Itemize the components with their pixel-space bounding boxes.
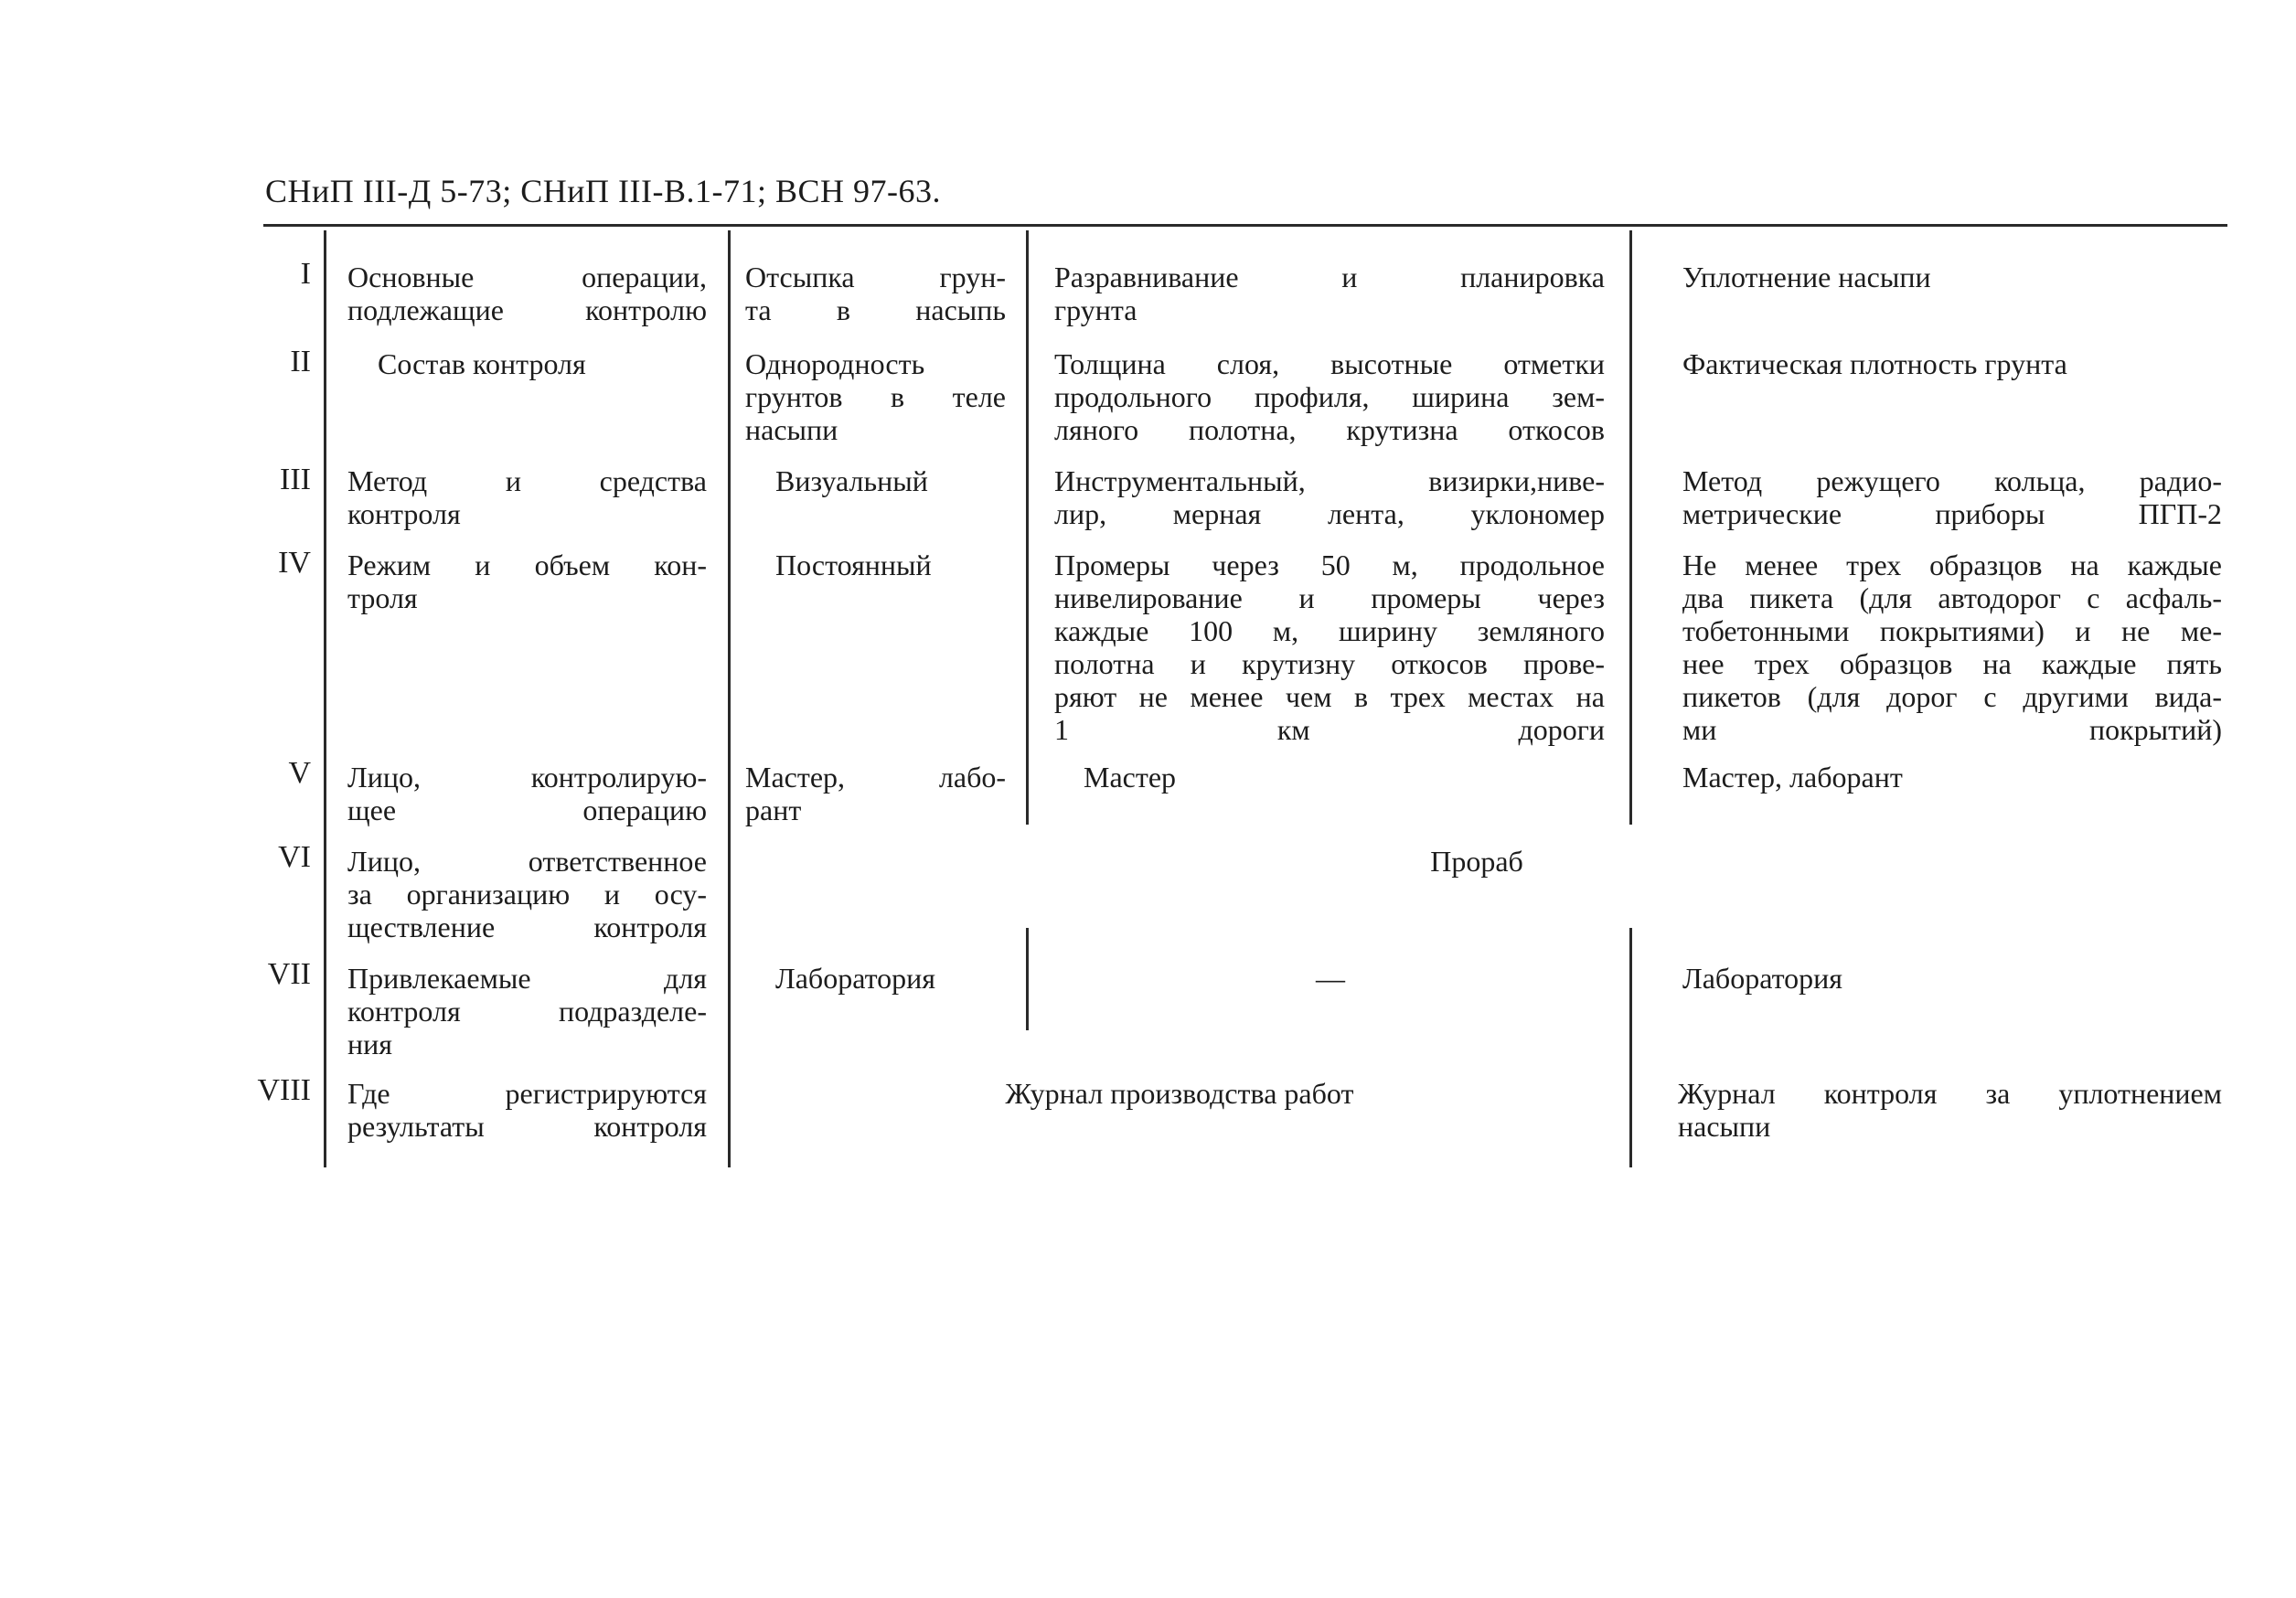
row-number: VII: [267, 957, 311, 991]
row-number: III: [280, 463, 311, 496]
row-label: Привлекаемые для контроля подразделе- ния: [347, 962, 707, 1060]
cell-samples: Не менее трех образцов на каждые два пикета (для автодорог с асфаль- тобетонными покрытиями) и не ме- нее трех образцов на каждые пять пикетов (для дорог с другими вида- ми покрытий): [1682, 549, 2222, 746]
column-line-c2-top: [1629, 230, 1632, 825]
header-rule: [263, 224, 2227, 227]
row-label: Состав контроля: [378, 347, 586, 380]
row-label: Лицо, ответственное за организацию и осу- ществление контроля: [347, 845, 707, 943]
cell-instrumental: Инструментальный, визирки,ниве- лир, мерная лента, уклономер: [1054, 464, 1605, 530]
cell-master: Мастер: [1084, 761, 1177, 794]
column-line-c1-vii: [1026, 928, 1029, 1030]
cell-laboratory: Лаборатория: [775, 962, 935, 995]
cell-measurements: Промеры через 50 м, продольное нивелирование и промеры через каждые 100 м, ширину земляного полотна и крутизну откосов прове- ряют не менее чем в трех местах на 1 км дороги: [1054, 549, 1605, 746]
cell-layer-thickness: Толщина слоя, высотные отметки продольного профиля, ширина зем- ляного полотна, крутизна откосов: [1054, 347, 1605, 446]
column-line-c1-top: [1026, 230, 1029, 825]
cell-compaction-journal: Журнал контроля за уплотнением насыпи: [1678, 1077, 2222, 1143]
row-label: Лицо, контролирую- щее операцию: [347, 761, 707, 826]
cell-master-laborant: Мастер, лаборант: [1682, 761, 1903, 794]
cell-soil-homogeneity: Однородность грунтов в теле насыпи: [745, 347, 1006, 446]
cell-work-journal: Журнал производства работ: [1005, 1077, 1354, 1110]
row-number: IV: [278, 546, 311, 580]
row-label: Где регистрируются результаты контроля: [347, 1077, 707, 1143]
cell-compaction: Уплотнение насыпи: [1682, 261, 1931, 293]
document-header: СНиП III-Д 5-73; СНиП III-В.1-71; ВСН 97-63.: [265, 173, 942, 209]
cell-dash: —: [1316, 962, 1345, 995]
column-line-label: [728, 230, 731, 1167]
cell-foreman-merged: Прораб: [1430, 845, 1523, 878]
cell-laboratory-2: Лаборатория: [1682, 962, 1842, 995]
cell-constant: Постоянный: [775, 549, 932, 581]
row-number: V: [288, 756, 311, 790]
row-number: II: [290, 345, 311, 378]
column-line-numbers: [324, 230, 326, 1167]
cell-soil-density: Фактическая плотность грунта: [1682, 347, 2067, 380]
cell-earth-filling: Отсыпка грун- та в насыпь: [745, 261, 1006, 326]
row-label: Режим и объем кон- троля: [347, 549, 707, 614]
row-number: I: [300, 257, 311, 291]
column-line-c2-vii: [1629, 928, 1632, 1167]
cell-visual: Визуальный: [775, 464, 928, 497]
row-number: VIII: [257, 1073, 311, 1107]
row-label: Метод и средства контроля: [347, 464, 707, 530]
cell-cutting-ring: Метод режущего кольца, радио- метрические приборы ПГП-2: [1682, 464, 2222, 530]
cell-leveling: Разравнивание и планировка грунта: [1054, 261, 1605, 326]
row-number: VI: [278, 840, 311, 874]
row-label: Основные операции, подлежащие контролю: [347, 261, 707, 326]
cell-master-lab: Мастер, лабо- рант: [745, 761, 1006, 826]
